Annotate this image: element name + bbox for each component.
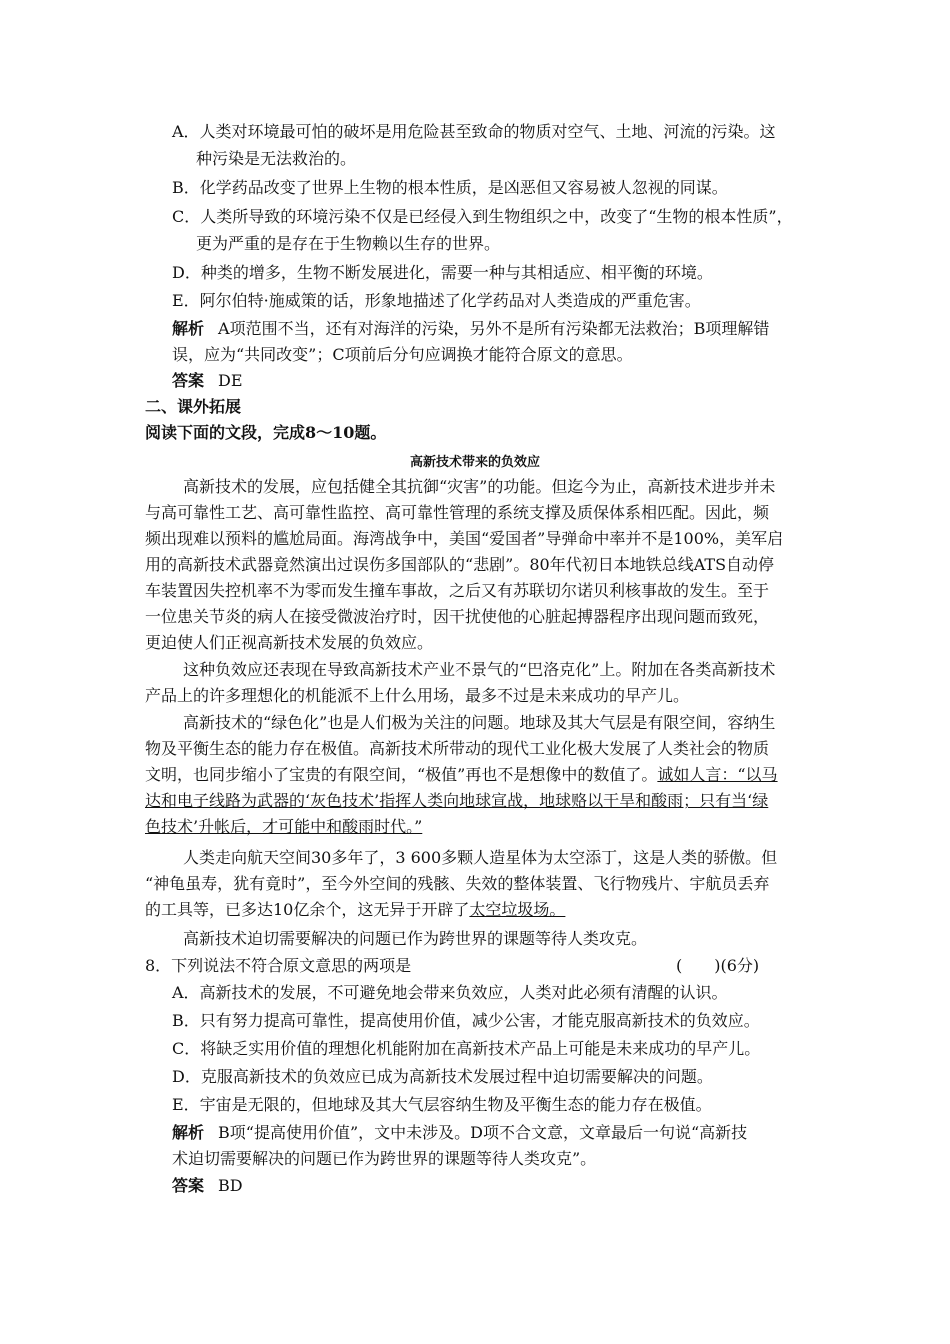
- q7-answer-label: 答案: [172, 371, 205, 390]
- q7-analysis-label: 解析: [172, 319, 205, 338]
- q7-option-a-line1: A．人类对环境最可怕的破坏是用危险甚至致命的物质对空气、土地、河流的污染。这: [172, 122, 776, 141]
- article-p1-line1: 高新技术的发展，应包括健全其抗御“灾害”的功能。但迄今为止，高新技术进步并未: [183, 477, 776, 496]
- article-p2-line2: 产品上的许多理想化的机能派不上什么用场，最多不过是未来成功的早产儿。: [145, 686, 690, 705]
- q7-answer-value: DE: [218, 371, 243, 390]
- underlined-space-junk: 太空垃圾场。: [469, 900, 566, 919]
- article-p3-line2: 物及平衡生态的能力存在极值。高新技术所带动的现代工业化极大发展了人类社会的物质: [145, 739, 770, 758]
- q8-analysis-label: 解析: [172, 1123, 205, 1142]
- underlined-quote-line3: 色技术’升帐后，才可能中和酸雨时代。”: [145, 817, 423, 836]
- q8-answer: [172, 1173, 243, 1199]
- q7-option-c-line2: 更为严重的是存在于生物赖以生存的世界。: [196, 234, 501, 253]
- article-p4-line3-text: 的工具等，已多达10亿余个，这无异于开辟了: [145, 900, 470, 919]
- q7-analysis-line2: 误，应为“共同改变”；C项前后分句应调换才能符合原文的意思。: [172, 345, 633, 364]
- reading-instruction: 阅读下面的文段，完成8～10题。: [145, 423, 387, 442]
- q7-answer: [172, 368, 243, 394]
- underlined-quote-start: 诚如人言：“以马: [657, 765, 778, 784]
- q7-analysis-text: A项范围不当，还有对海洋的污染，另外不是所有污染都无法救治；B项理解错: [218, 319, 770, 338]
- q8-answer-value: BD: [218, 1176, 243, 1195]
- article-p3-line1: 高新技术的“绿色化”也是人们极为关注的问题。地球及其大气层是有限空间，容纳生: [183, 713, 776, 732]
- section-heading: 二、课外拓展: [145, 397, 242, 416]
- article-title: 高新技术带来的负效应: [409, 455, 540, 470]
- article-p1-line7: 更迫使人们正视高新技术发展的负效应。: [145, 633, 434, 652]
- q8-analysis-text: B项“提高使用价值”，文中未涉及。D项不合文意，文章最后一句说“高新技: [218, 1123, 748, 1142]
- q8-stem: 8．下列说法不符合原文意思的两项是: [145, 956, 412, 975]
- article-p1-line5: 车装置因失控机率不为零而发生撞车事故，之后又有苏联切尔诺贝利核事故的发生。至于: [145, 581, 770, 600]
- article-p5: 高新技术迫切需要解决的问题已作为跨世界的课题等待人类攻克。: [183, 929, 648, 948]
- q7-option-e: E．阿尔伯特·施威策的话，形象地描述了化学药品对人类造成的严重危害。: [172, 291, 701, 310]
- q7-option-c-line1: C．人类所导致的环境污染不仅是已经侵入到生物组织之中，改变了“生物的根本性质”，: [172, 207, 793, 226]
- q7-analysis-line1: [172, 316, 769, 342]
- q8-option-e: E．宇宙是无限的，但地球及其大气层容纳生物及平衡生态的能力存在极值。: [172, 1095, 712, 1114]
- article-p4-line3: [145, 897, 565, 923]
- q8-analysis-line1: [172, 1120, 747, 1146]
- q7-option-d: D．种类的增多，生物不断发展进化，需要一种与其相适应、相平衡的环境。: [172, 263, 713, 282]
- q7-option-b: B．化学药品改变了世界上生物的根本性质，是凶恶但又容易被人忽视的同谋。: [172, 178, 728, 197]
- q8-option-c: C．将缺乏实用价值的理想化机能附加在高新技术产品上可能是未来成功的早产儿。: [172, 1039, 761, 1058]
- article-p4-line1: 人类走向航天空间30多年了，3 600多颗人造星体为太空添丁，这是人类的骄傲。但: [183, 848, 778, 867]
- article-p1-line2: 与高可靠性工艺、高可靠性监控、高可靠性管理的系统支撑及质保体系相匹配。因此，频: [145, 503, 770, 522]
- article-p1-line3: 频出现难以预料的尴尬局面。海湾战争中，美国“爱国者”导弹命中率并不是100%，美军启: [145, 529, 784, 548]
- q8-option-d: D．克服高新技术的负效应已成为高新技术发展过程中迫切需要解决的问题。: [172, 1067, 713, 1086]
- q8-option-a: A．高新技术的发展，不可避免地会带来负效应，人类对此必须有清醒的认识。: [172, 983, 728, 1002]
- article-p4-line2: “神龟虽寿，犹有竟时”，至今外空间的残骸、失效的整体装置、飞行物残片、宇航员丢弃: [145, 874, 770, 893]
- q8-answer-label: 答案: [172, 1176, 205, 1195]
- q8-option-b: B．只有努力提高可靠性，提高使用价值，减少公害，才能克服高新技术的负效应。: [172, 1011, 760, 1030]
- q8-score: ( )(6分): [676, 956, 760, 975]
- article-p2-line1: 这种负效应还表现在导致高新技术产业不景气的“巴洛克化”上。附加在各类高新技术: [183, 660, 776, 679]
- article-p3-line3-text: 文明，也同步缩小了宝贵的有限空间，“极值”再也不是想像中的数值了。: [145, 765, 658, 784]
- article-p1-line6: 一位患关节炎的病人在接受微波治疗时，因干扰使他的心脏起搏器程序出现问题而致死，: [145, 607, 770, 626]
- article-p1-line4: 用的高新技术武器竟然演出过误伤多国部队的“悲剧”。80年代初日本地铁总线ATS自动停: [145, 555, 775, 574]
- q7-option-a-line2: 种污染是无法救治的。: [196, 149, 357, 168]
- article-p3-line3: [145, 762, 778, 788]
- q8-analysis-line2: 术迫切需要解决的问题已作为跨世界的课题等待人类攻克”。: [172, 1149, 597, 1168]
- underlined-quote-line2: 达和电子线路为武器的‘灰色技术’指挥人类向地球宣战，地球赂以干旱和酸雨；只有当‘绿: [145, 791, 769, 810]
